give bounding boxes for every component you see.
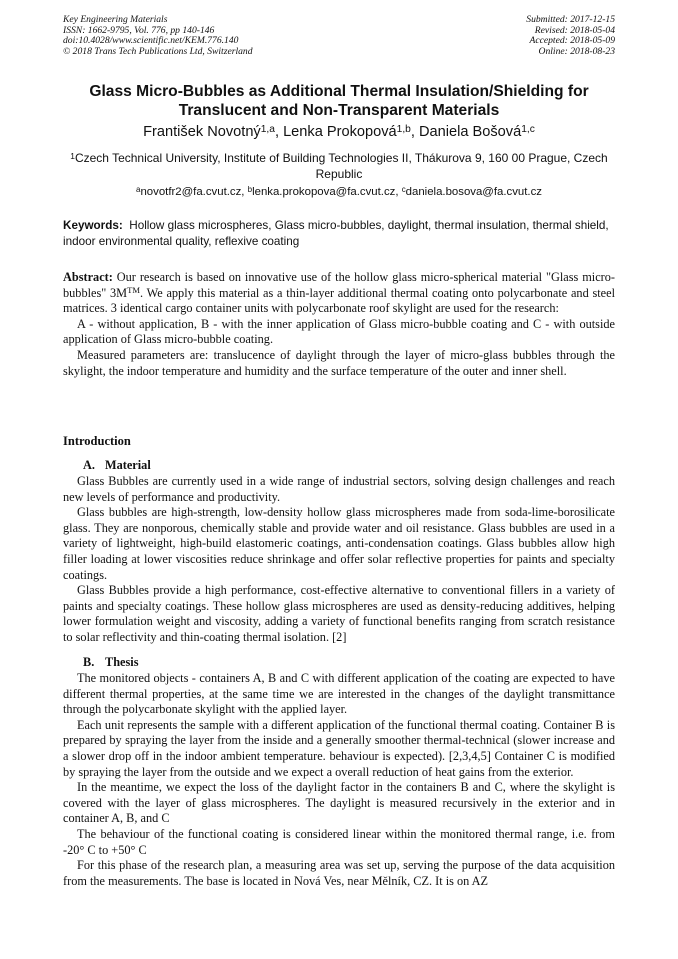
- journal-issn: ISSN: 1662-9795, Vol. 776, pp 140-146: [63, 24, 215, 36]
- section-title: Thesis: [105, 655, 139, 669]
- section-number: A.: [83, 458, 95, 472]
- keywords: [63, 218, 615, 250]
- trademark-superscript: TM: [127, 285, 141, 296]
- body-paragraph: The monitored objects - containers A, B and C with different application of the coating are expected to have different thermal properties, at the same time we are interested in the changes of the daylight transmittance through the polycarbonate skylight with the applied layer.: [63, 671, 615, 717]
- email-superscript: c: [401, 184, 406, 194]
- affiliation-superscript: 1: [70, 150, 75, 161]
- email-separator: ,: [395, 186, 402, 198]
- introduction-section: [63, 433, 615, 450]
- email-superscript: a: [136, 184, 141, 194]
- introduction-heading: Introduction: [63, 434, 131, 448]
- affiliation-text: Czech Technical University, Institute of Building Technologies II, Thákurova 9, 160 00 Prague, Czech Republic: [74, 151, 608, 181]
- body-paragraph: Glass Bubbles are currently used in a wide range of industrial sectors, solving design challenges and reach new levels of performance and productivity.: [63, 474, 615, 504]
- body-paragraph: Each unit represents the sample with a different application of the functional thermal coating. Container B is prepared by spraying the layer from the inside and a generally smoother thermal-technical (slower increase and a slower drop off in the indoor ambient temperature. behaviour is expected). [2,3,4,5] Container C is modified by spraying the layer from the outside and we expect a overall reduction of heat gains from the exterior.: [63, 717, 615, 779]
- paper-title: [40, 82, 638, 120]
- keywords-label: Keywords:: [63, 219, 123, 232]
- body-paragraph: In the meantime, we expect the loss of the daylight factor in the containers B and C, where the skylight is covered with the layer of glass microspheres. The daylight is measured recursively in the exterior and in container A, B, and C: [63, 780, 615, 826]
- author-email[interactable]: lenka.prokopova@fa.cvut.cz: [252, 186, 396, 198]
- title-line-2: Translucent and Non-Transparent Materials: [178, 102, 500, 119]
- body-paragraph: Glass Bubbles provide a high performance, cost-effective alternative to conventional fillers in a variety of paints and specialty coatings. These hollow glass microspheres are used as density-reducing additives, helping lower formulation weight and viscosity, adding a variety of functional benefits ranging from scratch resistance to solar reflectivity and thin-coating thermal isolation. [2]: [63, 583, 615, 644]
- author-superscript: 1,a: [260, 123, 275, 135]
- author-superscript: 1,b: [396, 123, 411, 135]
- email-superscript: b: [247, 184, 253, 194]
- author-name: Lenka Prokopová: [283, 124, 397, 140]
- section-title: Material: [105, 458, 151, 472]
- submission-dates: [526, 15, 615, 57]
- material-section: [63, 457, 615, 646]
- abstract-text: . We apply this material as a thin-layer additional thermal coating onto polycarbonate and steel matrices. 3 identical cargo container units with polycarbonate roof skylight are used for the research:: [63, 285, 615, 316]
- author-superscript: 1,c: [521, 123, 535, 135]
- author-name: Daniela Bošová: [418, 124, 522, 140]
- journal-copyright: © 2018 Trans Tech Publications Ltd, Switzerland: [63, 45, 253, 57]
- author-separator: ,: [274, 124, 284, 140]
- section-number: B.: [83, 655, 95, 669]
- body-paragraph: For this phase of the research plan, a measuring area was set up, serving the purpose of the data acquisition from the measurements. The base is located in Nová Ves, near Mělník, CZ. It is on AZ: [63, 858, 615, 888]
- date-online: Online: 2018-08-23: [538, 45, 615, 57]
- abstract-paragraph: A - without application, B - with the inner application of Glass micro-bubble coating and C - with outside application of Glass micro-bubble coating.: [63, 316, 615, 347]
- abstract-text: Our research is based on innovative use of the hollow glass micro-spherical material "Glass micro-bubbles" 3M: [63, 270, 615, 300]
- thesis-section: [63, 654, 615, 889]
- date-accepted: Accepted: 2018-05-09: [529, 35, 615, 47]
- author-email[interactable]: daniela.bosova@fa.cvut.cz: [405, 186, 542, 198]
- author-email[interactable]: novotfr2@fa.cvut.cz: [140, 186, 242, 198]
- abstract: [63, 270, 615, 379]
- material-heading: [63, 457, 615, 474]
- date-submitted: Submitted: 2017-12-15: [526, 14, 615, 25]
- thesis-heading: [63, 654, 615, 671]
- abstract-label: Abstract:: [63, 270, 113, 284]
- journal-name: Key Engineering Materials: [63, 14, 168, 25]
- body-paragraph: The behaviour of the functional coating is considered linear within the monitored thermal range, i.e. from -20° C to +50° C: [63, 826, 615, 857]
- journal-info: [63, 15, 253, 57]
- email-list: [40, 185, 638, 199]
- author-list: [40, 123, 638, 141]
- keywords-text: Hollow glass microspheres, Glass micro-bubbles, daylight, thermal insulation, thermal shield, indoor environmental quality, reflexive coating: [63, 219, 609, 248]
- author-separator: ,: [410, 124, 419, 140]
- author-name: František Novotný: [143, 124, 261, 140]
- abstract-paragraph: [63, 270, 615, 317]
- title-line-1: Glass Micro-Bubbles as Additional Thermal Insulation/Shielding for: [89, 83, 589, 100]
- affiliation: [70, 150, 608, 182]
- journal-doi: doi:10.4028/www.scientific.net/KEM.776.140: [63, 35, 239, 47]
- body-paragraph: Glass bubbles are high-strength, low-density hollow glass microspheres made from soda-lime-borosilicate glass. They are nonporous, chemically stable and provide water and oil resistance. Glass bubbles are used in a variety of lightweight, high-build elastomeric coatings, anti-condensation coatings. Glass bubbles allow high filler loading at lower viscosities reduce shrinkage and offer solar reflective properties for paints and specialty coatings.: [63, 505, 615, 582]
- abstract-paragraph: Measured parameters are: translucence of daylight through the layer of micro-glass bubbles through the skylight, the indoor temperature and humidity and the surface temperature of the outer and inner shell.: [63, 347, 615, 378]
- email-separator: ,: [241, 186, 248, 198]
- date-revised: Revised: 2018-05-04: [534, 24, 615, 36]
